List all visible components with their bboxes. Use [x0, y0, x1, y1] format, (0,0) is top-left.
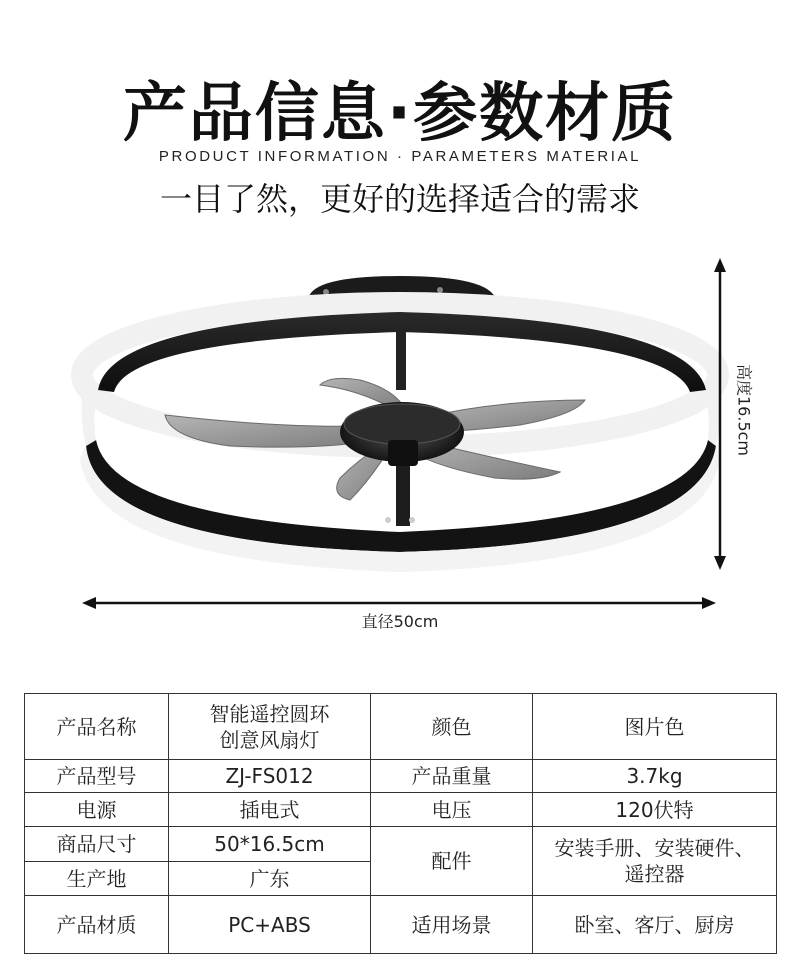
spec-value-line: 遥控器 — [624, 862, 685, 886]
table-row — [25, 896, 777, 954]
spec-label: 商品尺寸 — [25, 827, 169, 862]
spec-value-line: 创意风扇灯 — [219, 727, 320, 752]
spec-value-line: 安装手册、安装硬件、 — [554, 836, 755, 860]
spec-value: 图片色 — [533, 694, 777, 760]
spec-value: 50*16.5cm — [169, 827, 371, 862]
table-row — [25, 793, 777, 827]
spec-label: 生产地 — [25, 862, 169, 896]
spec-label: 产品型号 — [25, 760, 169, 793]
page-title: 产品信息·参数材质 — [122, 77, 678, 151]
table-row — [25, 827, 777, 862]
fan-light-product-image — [0, 250, 800, 640]
spec-label: 产品材质 — [25, 896, 169, 954]
spec-label: 颜色 — [371, 694, 533, 760]
subtitle-chinese: 一目了然，更好的选择适合的需求 — [159, 180, 640, 218]
spec-value-line: 智能遥控圆环 — [209, 701, 330, 726]
spec-value — [533, 827, 777, 896]
diameter-label: 直径50cm — [361, 612, 439, 631]
spec-label: 电压 — [371, 793, 533, 827]
spec-label: 配件 — [371, 827, 533, 896]
spec-value: PC+ABS — [169, 896, 371, 954]
spec-value: 卧室、客厅、厨房 — [533, 896, 777, 954]
spec-value: ZJ-FS012 — [169, 760, 371, 793]
table-row — [25, 694, 777, 760]
table-row — [25, 760, 777, 793]
spec-label: 产品名称 — [25, 694, 169, 760]
spec-value: 3.7kg — [533, 760, 777, 793]
spec-value: 120伏特 — [533, 793, 777, 827]
spec-value — [169, 694, 371, 760]
spec-value: 广东 — [169, 862, 371, 896]
subtitle-english: PRODUCT INFORMATION · PARAMETERS MATERIAL — [158, 148, 642, 165]
spec-value: 插电式 — [169, 793, 371, 827]
spec-label: 产品重量 — [371, 760, 533, 793]
height-label: 高度16.5cm — [734, 363, 754, 457]
diameter-dimension-arrow — [82, 597, 716, 609]
spec-label: 适用场景 — [371, 896, 533, 954]
spec-table — [24, 693, 777, 954]
spec-label: 电源 — [25, 793, 169, 827]
